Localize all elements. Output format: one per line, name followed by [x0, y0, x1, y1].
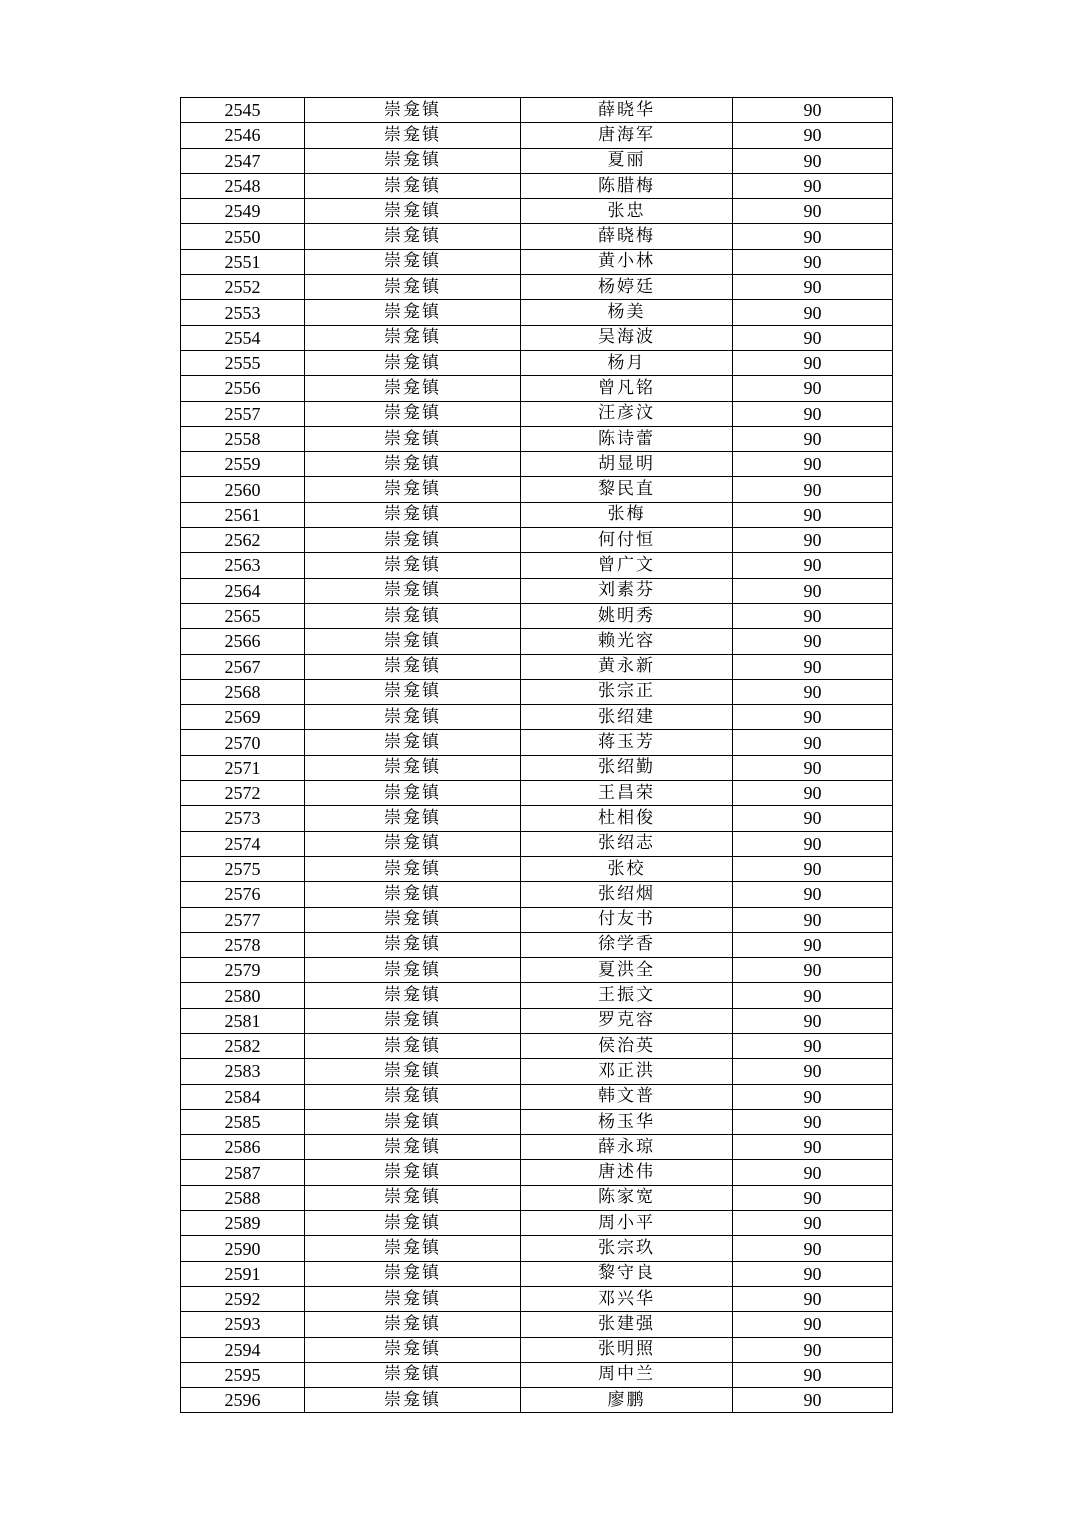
score-cell: 90: [733, 603, 893, 628]
person-name-cell: 张忠: [521, 199, 733, 224]
table-row: [181, 958, 893, 983]
table-row: [181, 173, 893, 198]
score-cell: 90: [733, 98, 893, 123]
table-row: [181, 224, 893, 249]
row-number-cell: 2570: [181, 730, 305, 755]
town-cell: 崇龛镇: [305, 806, 521, 831]
table-row: [181, 1160, 893, 1185]
person-name-cell: 王昌荣: [521, 781, 733, 806]
row-number-cell: 2569: [181, 705, 305, 730]
score-cell: 90: [733, 578, 893, 603]
town-cell: 崇龛镇: [305, 1362, 521, 1387]
row-number-cell: 2567: [181, 654, 305, 679]
person-name-cell: 汪彦汶: [521, 401, 733, 426]
row-number-cell: 2556: [181, 376, 305, 401]
score-cell: 90: [733, 1388, 893, 1413]
table-row: [181, 502, 893, 527]
score-cell: 90: [733, 983, 893, 1008]
score-cell: 90: [733, 856, 893, 881]
score-cell: 90: [733, 1337, 893, 1362]
person-name-cell: 张宗正: [521, 679, 733, 704]
town-cell: 崇龛镇: [305, 553, 521, 578]
town-cell: 崇龛镇: [305, 1160, 521, 1185]
town-cell: 崇龛镇: [305, 1236, 521, 1261]
person-name-cell: 付友书: [521, 907, 733, 932]
town-cell: 崇龛镇: [305, 1109, 521, 1134]
person-name-cell: 薛晓梅: [521, 224, 733, 249]
town-cell: 崇龛镇: [305, 882, 521, 907]
table-row: [181, 907, 893, 932]
town-cell: 崇龛镇: [305, 603, 521, 628]
town-cell: 崇龛镇: [305, 1261, 521, 1286]
row-number-cell: 2590: [181, 1236, 305, 1261]
table-row: [181, 983, 893, 1008]
row-number-cell: 2591: [181, 1261, 305, 1286]
town-cell: 崇龛镇: [305, 325, 521, 350]
table-row: [181, 1312, 893, 1337]
table-row: [181, 1211, 893, 1236]
table-row: [181, 452, 893, 477]
table-row: [181, 730, 893, 755]
score-cell: 90: [733, 882, 893, 907]
person-name-cell: 蒋玉芳: [521, 730, 733, 755]
score-cell: 90: [733, 123, 893, 148]
row-number-cell: 2562: [181, 528, 305, 553]
table-row: [181, 553, 893, 578]
row-number-cell: 2566: [181, 629, 305, 654]
score-cell: 90: [733, 730, 893, 755]
score-cell: 90: [733, 1286, 893, 1311]
table-row: [181, 376, 893, 401]
table-row: [181, 477, 893, 502]
town-cell: 崇龛镇: [305, 1211, 521, 1236]
score-cell: 90: [733, 1084, 893, 1109]
table-row: [181, 1362, 893, 1387]
roster-table: [180, 97, 893, 1413]
table-row: [181, 1286, 893, 1311]
person-name-cell: 徐学香: [521, 932, 733, 957]
score-cell: 90: [733, 1261, 893, 1286]
table-row: [181, 426, 893, 451]
town-cell: 崇龛镇: [305, 148, 521, 173]
town-cell: 崇龛镇: [305, 856, 521, 881]
score-cell: 90: [733, 426, 893, 451]
table-row: [181, 1337, 893, 1362]
row-number-cell: 2559: [181, 452, 305, 477]
row-number-cell: 2553: [181, 300, 305, 325]
town-cell: 崇龛镇: [305, 1185, 521, 1210]
table-row: [181, 1109, 893, 1134]
town-cell: 崇龛镇: [305, 831, 521, 856]
row-number-cell: 2584: [181, 1084, 305, 1109]
row-number-cell: 2589: [181, 1211, 305, 1236]
score-cell: 90: [733, 300, 893, 325]
row-number-cell: 2587: [181, 1160, 305, 1185]
town-cell: 崇龛镇: [305, 173, 521, 198]
person-name-cell: 陈腊梅: [521, 173, 733, 198]
row-number-cell: 2548: [181, 173, 305, 198]
table-row: [181, 300, 893, 325]
score-cell: 90: [733, 806, 893, 831]
person-name-cell: 杜相俊: [521, 806, 733, 831]
table-row: [181, 629, 893, 654]
row-number-cell: 2568: [181, 679, 305, 704]
town-cell: 崇龛镇: [305, 98, 521, 123]
person-name-cell: 周小平: [521, 1211, 733, 1236]
town-cell: 崇龛镇: [305, 401, 521, 426]
person-name-cell: 夏洪全: [521, 958, 733, 983]
town-cell: 崇龛镇: [305, 275, 521, 300]
row-number-cell: 2558: [181, 426, 305, 451]
person-name-cell: 邓正洪: [521, 1059, 733, 1084]
town-cell: 崇龛镇: [305, 249, 521, 274]
score-cell: 90: [733, 1008, 893, 1033]
table-row: [181, 1084, 893, 1109]
town-cell: 崇龛镇: [305, 1033, 521, 1058]
person-name-cell: 唐述伟: [521, 1160, 733, 1185]
score-cell: 90: [733, 1211, 893, 1236]
table-row: [181, 1261, 893, 1286]
person-name-cell: 陈诗蕾: [521, 426, 733, 451]
person-name-cell: 韩文普: [521, 1084, 733, 1109]
town-cell: 崇龛镇: [305, 224, 521, 249]
table-row: [181, 1008, 893, 1033]
person-name-cell: 张绍勤: [521, 755, 733, 780]
table-row: [181, 806, 893, 831]
person-name-cell: 薛晓华: [521, 98, 733, 123]
row-number-cell: 2578: [181, 932, 305, 957]
score-cell: 90: [733, 958, 893, 983]
person-name-cell: 张绍志: [521, 831, 733, 856]
row-number-cell: 2579: [181, 958, 305, 983]
score-cell: 90: [733, 401, 893, 426]
row-number-cell: 2574: [181, 831, 305, 856]
person-name-cell: 杨月: [521, 350, 733, 375]
person-name-cell: 黄永新: [521, 654, 733, 679]
table-row: [181, 1135, 893, 1160]
score-cell: 90: [733, 1109, 893, 1134]
score-cell: 90: [733, 1312, 893, 1337]
town-cell: 崇龛镇: [305, 300, 521, 325]
table-row: [181, 603, 893, 628]
person-name-cell: 王振文: [521, 983, 733, 1008]
person-name-cell: 赖光容: [521, 629, 733, 654]
person-name-cell: 杨婷廷: [521, 275, 733, 300]
town-cell: 崇龛镇: [305, 426, 521, 451]
score-cell: 90: [733, 553, 893, 578]
person-name-cell: 杨美: [521, 300, 733, 325]
table-row: [181, 350, 893, 375]
row-number-cell: 2557: [181, 401, 305, 426]
row-number-cell: 2550: [181, 224, 305, 249]
person-name-cell: 张宗玖: [521, 1236, 733, 1261]
table-row: [181, 401, 893, 426]
table-row: [181, 98, 893, 123]
score-cell: 90: [733, 705, 893, 730]
table-row: [181, 578, 893, 603]
score-cell: 90: [733, 1033, 893, 1058]
town-cell: 崇龛镇: [305, 1388, 521, 1413]
town-cell: 崇龛镇: [305, 123, 521, 148]
score-cell: 90: [733, 1160, 893, 1185]
person-name-cell: 侯治英: [521, 1033, 733, 1058]
table-row: [181, 856, 893, 881]
row-number-cell: 2592: [181, 1286, 305, 1311]
table-row: [181, 1388, 893, 1413]
row-number-cell: 2580: [181, 983, 305, 1008]
town-cell: 崇龛镇: [305, 376, 521, 401]
table-row: [181, 654, 893, 679]
row-number-cell: 2593: [181, 1312, 305, 1337]
score-cell: 90: [733, 528, 893, 553]
score-cell: 90: [733, 477, 893, 502]
table-row: [181, 1185, 893, 1210]
person-name-cell: 张明照: [521, 1337, 733, 1362]
town-cell: 崇龛镇: [305, 907, 521, 932]
row-number-cell: 2586: [181, 1135, 305, 1160]
town-cell: 崇龛镇: [305, 1059, 521, 1084]
row-number-cell: 2585: [181, 1109, 305, 1134]
score-cell: 90: [733, 199, 893, 224]
town-cell: 崇龛镇: [305, 705, 521, 730]
score-cell: 90: [733, 325, 893, 350]
person-name-cell: 薛永琼: [521, 1135, 733, 1160]
town-cell: 崇龛镇: [305, 502, 521, 527]
row-number-cell: 2583: [181, 1059, 305, 1084]
score-cell: 90: [733, 831, 893, 856]
town-cell: 崇龛镇: [305, 578, 521, 603]
table-row: [181, 199, 893, 224]
table-row: [181, 275, 893, 300]
town-cell: 崇龛镇: [305, 1008, 521, 1033]
row-number-cell: 2594: [181, 1337, 305, 1362]
score-cell: 90: [733, 1362, 893, 1387]
town-cell: 崇龛镇: [305, 528, 521, 553]
score-cell: 90: [733, 249, 893, 274]
score-cell: 90: [733, 907, 893, 932]
person-name-cell: 张校: [521, 856, 733, 881]
score-cell: 90: [733, 502, 893, 527]
town-cell: 崇龛镇: [305, 452, 521, 477]
row-number-cell: 2551: [181, 249, 305, 274]
row-number-cell: 2575: [181, 856, 305, 881]
row-number-cell: 2545: [181, 98, 305, 123]
person-name-cell: 杨玉华: [521, 1109, 733, 1134]
score-cell: 90: [733, 1059, 893, 1084]
town-cell: 崇龛镇: [305, 350, 521, 375]
table-row: [181, 1033, 893, 1058]
table-row: [181, 679, 893, 704]
person-name-cell: 何付恒: [521, 528, 733, 553]
person-name-cell: 刘素芬: [521, 578, 733, 603]
table-row: [181, 781, 893, 806]
person-name-cell: 姚明秀: [521, 603, 733, 628]
row-number-cell: 2577: [181, 907, 305, 932]
table-row: [181, 148, 893, 173]
row-number-cell: 2546: [181, 123, 305, 148]
town-cell: 崇龛镇: [305, 755, 521, 780]
row-number-cell: 2549: [181, 199, 305, 224]
town-cell: 崇龛镇: [305, 629, 521, 654]
roster-table-body: [181, 98, 893, 1413]
person-name-cell: 邓兴华: [521, 1286, 733, 1311]
person-name-cell: 陈家宽: [521, 1185, 733, 1210]
person-name-cell: 黄小林: [521, 249, 733, 274]
score-cell: 90: [733, 1135, 893, 1160]
table-row: [181, 325, 893, 350]
row-number-cell: 2596: [181, 1388, 305, 1413]
person-name-cell: 廖鹏: [521, 1388, 733, 1413]
town-cell: 崇龛镇: [305, 932, 521, 957]
person-name-cell: 曾凡铭: [521, 376, 733, 401]
table-row: [181, 249, 893, 274]
row-number-cell: 2547: [181, 148, 305, 173]
table-row: [181, 932, 893, 957]
score-cell: 90: [733, 629, 893, 654]
town-cell: 崇龛镇: [305, 1312, 521, 1337]
score-cell: 90: [733, 452, 893, 477]
town-cell: 崇龛镇: [305, 730, 521, 755]
town-cell: 崇龛镇: [305, 1286, 521, 1311]
person-name-cell: 周中兰: [521, 1362, 733, 1387]
score-cell: 90: [733, 679, 893, 704]
score-cell: 90: [733, 1185, 893, 1210]
table-row: [181, 755, 893, 780]
score-cell: 90: [733, 148, 893, 173]
person-name-cell: 夏丽: [521, 148, 733, 173]
town-cell: 崇龛镇: [305, 983, 521, 1008]
row-number-cell: 2552: [181, 275, 305, 300]
row-number-cell: 2564: [181, 578, 305, 603]
row-number-cell: 2571: [181, 755, 305, 780]
score-cell: 90: [733, 224, 893, 249]
row-number-cell: 2581: [181, 1008, 305, 1033]
row-number-cell: 2588: [181, 1185, 305, 1210]
person-name-cell: 吴海波: [521, 325, 733, 350]
person-name-cell: 曾广文: [521, 553, 733, 578]
town-cell: 崇龛镇: [305, 1337, 521, 1362]
town-cell: 崇龛镇: [305, 477, 521, 502]
table-row: [181, 1059, 893, 1084]
table-row: [181, 705, 893, 730]
row-number-cell: 2565: [181, 603, 305, 628]
score-cell: 90: [733, 275, 893, 300]
row-number-cell: 2554: [181, 325, 305, 350]
row-number-cell: 2560: [181, 477, 305, 502]
person-name-cell: 张建强: [521, 1312, 733, 1337]
town-cell: 崇龛镇: [305, 781, 521, 806]
person-name-cell: 张绍烟: [521, 882, 733, 907]
row-number-cell: 2572: [181, 781, 305, 806]
score-cell: 90: [733, 173, 893, 198]
table-row: [181, 882, 893, 907]
table-row: [181, 1236, 893, 1261]
row-number-cell: 2561: [181, 502, 305, 527]
row-number-cell: 2555: [181, 350, 305, 375]
person-name-cell: 胡显明: [521, 452, 733, 477]
person-name-cell: 唐海军: [521, 123, 733, 148]
person-name-cell: 张绍建: [521, 705, 733, 730]
score-cell: 90: [733, 932, 893, 957]
row-number-cell: 2582: [181, 1033, 305, 1058]
row-number-cell: 2595: [181, 1362, 305, 1387]
score-cell: 90: [733, 350, 893, 375]
table-row: [181, 831, 893, 856]
score-cell: 90: [733, 654, 893, 679]
person-name-cell: 黎守良: [521, 1261, 733, 1286]
score-cell: 90: [733, 755, 893, 780]
town-cell: 崇龛镇: [305, 654, 521, 679]
score-cell: 90: [733, 376, 893, 401]
town-cell: 崇龛镇: [305, 958, 521, 983]
town-cell: 崇龛镇: [305, 1084, 521, 1109]
row-number-cell: 2576: [181, 882, 305, 907]
town-cell: 崇龛镇: [305, 679, 521, 704]
score-cell: 90: [733, 781, 893, 806]
table-row: [181, 123, 893, 148]
score-cell: 90: [733, 1236, 893, 1261]
table-row: [181, 528, 893, 553]
town-cell: 崇龛镇: [305, 1135, 521, 1160]
row-number-cell: 2573: [181, 806, 305, 831]
town-cell: 崇龛镇: [305, 199, 521, 224]
person-name-cell: 罗克容: [521, 1008, 733, 1033]
row-number-cell: 2563: [181, 553, 305, 578]
person-name-cell: 黎民直: [521, 477, 733, 502]
person-name-cell: 张梅: [521, 502, 733, 527]
